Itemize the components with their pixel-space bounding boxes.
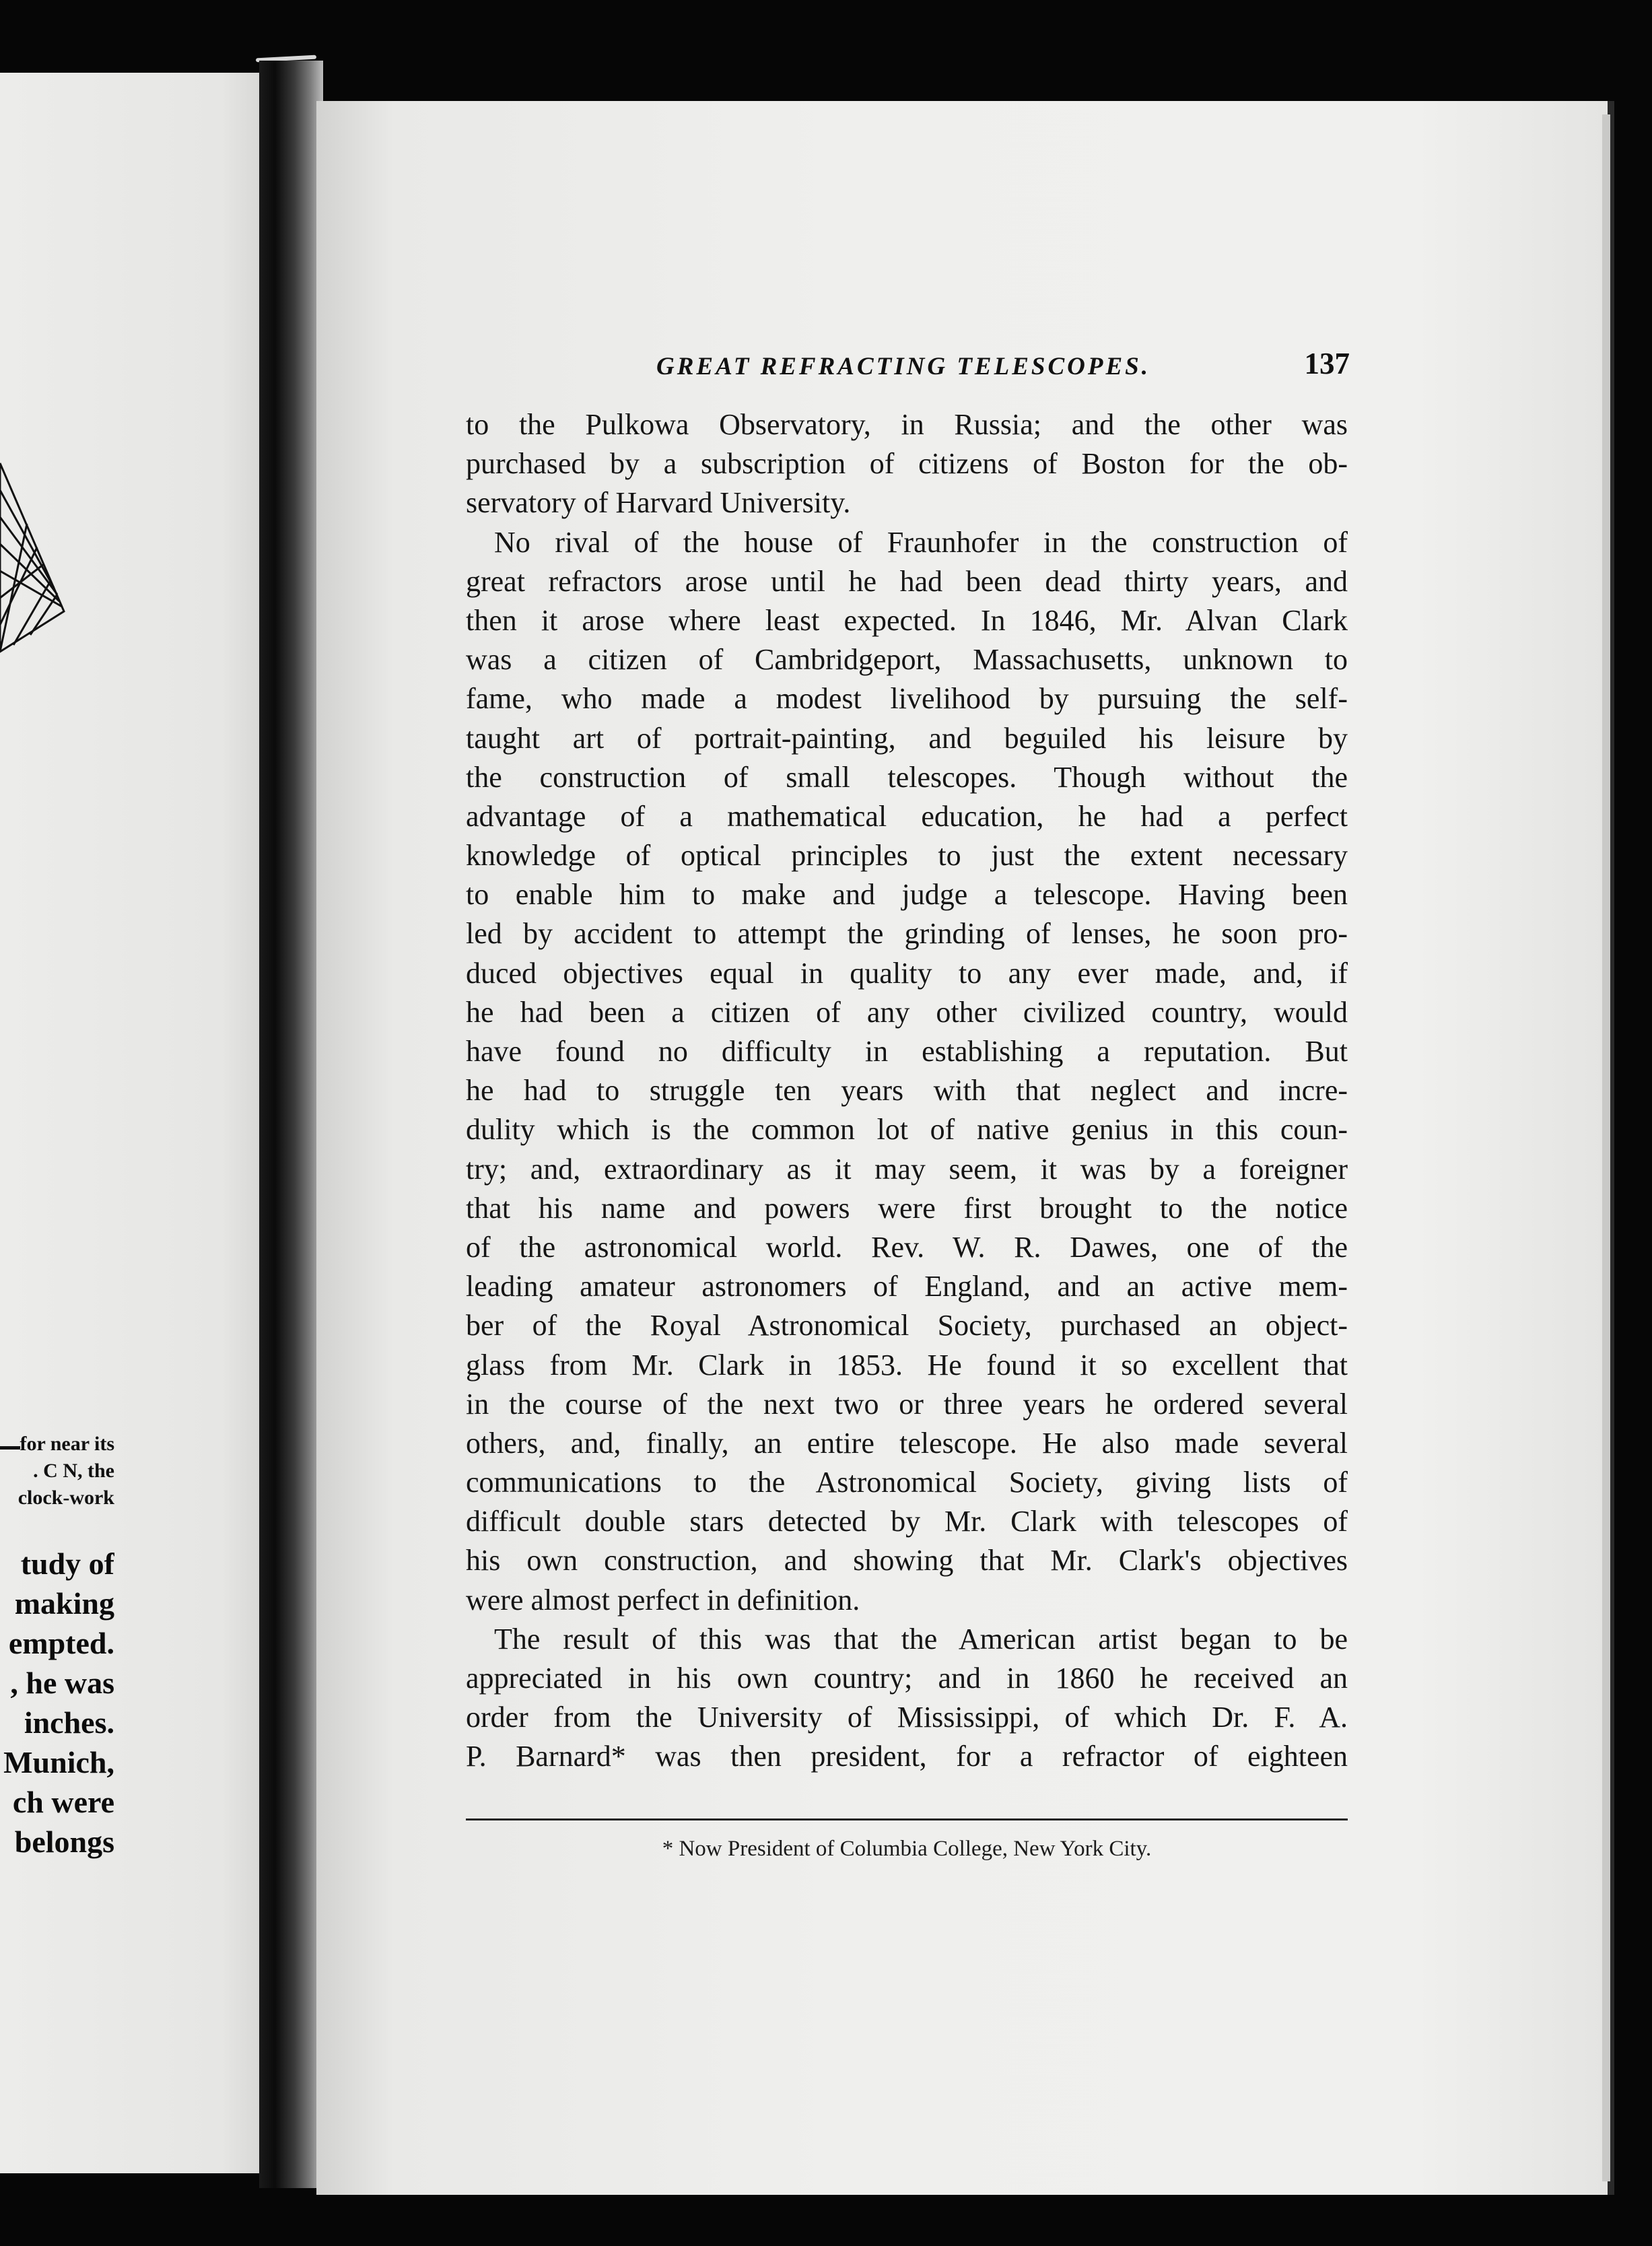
text-line: servatory of Harvard University. (466, 486, 851, 520)
running-head: GREAT REFRACTING TELESCOPES. (656, 353, 1150, 380)
text-line: difficult double stars detected by Mr. Clark with telescopes of (466, 1505, 1348, 1538)
book-gutter-shadow (259, 61, 323, 2188)
text-line: communications to the Astronomical Society, giving lists of (466, 1466, 1348, 1499)
left-body-line: empted. (8, 1626, 114, 1660)
text-line: ber of the Royal Astronomical Society, purchased an object- (466, 1309, 1348, 1342)
text-line: try; and, extraordinary as it may seem, it was by a foreigner (466, 1152, 1348, 1186)
left-body-line: making (14, 1586, 114, 1621)
text-line: that his name and powers were first brought to the notice (466, 1191, 1348, 1225)
text-line: led by accident to attempt the grinding of lenses, he soon pro- (466, 917, 1348, 951)
left-body-line: belongs (14, 1825, 114, 1859)
text-line: leading amateur astronomers of England, and an active mem- (466, 1270, 1348, 1303)
text-line: appreciated in his own country; and in 1860 he received an (466, 1662, 1348, 1695)
text-line: No rival of the house of Fraunhofer in the construction of (494, 525, 1348, 559)
text-line: advantage of a mathematical education, he had a perfect (466, 799, 1348, 833)
left-body-line: ch were (12, 1785, 114, 1819)
truss-illustration-fragment (0, 450, 74, 665)
left-caption-line: . C N, the (33, 1460, 114, 1482)
text-line: he had been a citizen of any other civilized country, would (466, 995, 1348, 1029)
page-number: 137 (1304, 347, 1350, 380)
text-line: then it arose where least expected. In 1846, Mr. Alvan Clark (466, 603, 1348, 637)
left-caption-line: clock-work (18, 1487, 114, 1509)
text-line: dulity which is the common lot of native genius in this coun- (466, 1113, 1348, 1147)
text-line: great refractors arose until he had been dead thirty years, and (466, 564, 1348, 598)
left-body-line: Munich, (3, 1745, 114, 1779)
text-line: in the course of the next two or three years he ordered several (466, 1387, 1348, 1421)
footnote: * Now President of Columbia College, New York City. (662, 1837, 1152, 1861)
text-line: was a citizen of Cambridgeport, Massachusetts, unknown to (466, 643, 1348, 677)
left-caption-line: for near its (20, 1433, 114, 1455)
body-text (466, 405, 1348, 1777)
text-line: to enable him to make and judge a telescope. Having been (466, 878, 1348, 912)
text-line: duced objectives equal in quality to any ever made, and, if (466, 956, 1348, 990)
text-line: taught art of portrait-painting, and beguiled his leisure by (466, 721, 1348, 755)
left-body-line: inches. (24, 1705, 114, 1740)
left-body-line: tudy of (20, 1546, 114, 1581)
text-line: order from the University of Mississippi, of which Dr. F. A. (466, 1701, 1348, 1734)
text-line: to the Pulkowa Observatory, in Russia; and the other was (466, 408, 1348, 441)
left-body-line: , he was (10, 1666, 114, 1700)
text-line: his own construction, and showing that Mr. Clark's objectives (466, 1544, 1348, 1577)
page-edge (1602, 114, 1610, 2181)
text-line: fame, who made a modest livelihood by pursuing the self- (466, 682, 1348, 716)
text-line: glass from Mr. Clark in 1853. He found it so excellent that (466, 1348, 1348, 1382)
text-line: The result of this was that the American artist began to be (494, 1622, 1348, 1656)
text-line: P. Barnard* was then president, for a refractor of eighteen (466, 1740, 1348, 1773)
text-line: purchased by a subscription of citizens of Boston for the ob- (466, 447, 1348, 481)
text-line: he had to struggle ten years with that neglect and incre- (466, 1074, 1348, 1108)
text-line: were almost perfect in definition. (466, 1583, 860, 1617)
text-line: knowledge of optical principles to just the extent necessary (466, 839, 1348, 873)
text-line: others, and, finally, an entire telescope. He also made several (466, 1426, 1348, 1460)
text-line: have found no difficulty in establishing a reputation. But (466, 1035, 1348, 1068)
text-line: of the astronomical world. Rev. W. R. Dawes, one of the (466, 1230, 1348, 1264)
text-line: the construction of small telescopes. Though without the (466, 760, 1348, 794)
footnote-rule (466, 1818, 1348, 1820)
